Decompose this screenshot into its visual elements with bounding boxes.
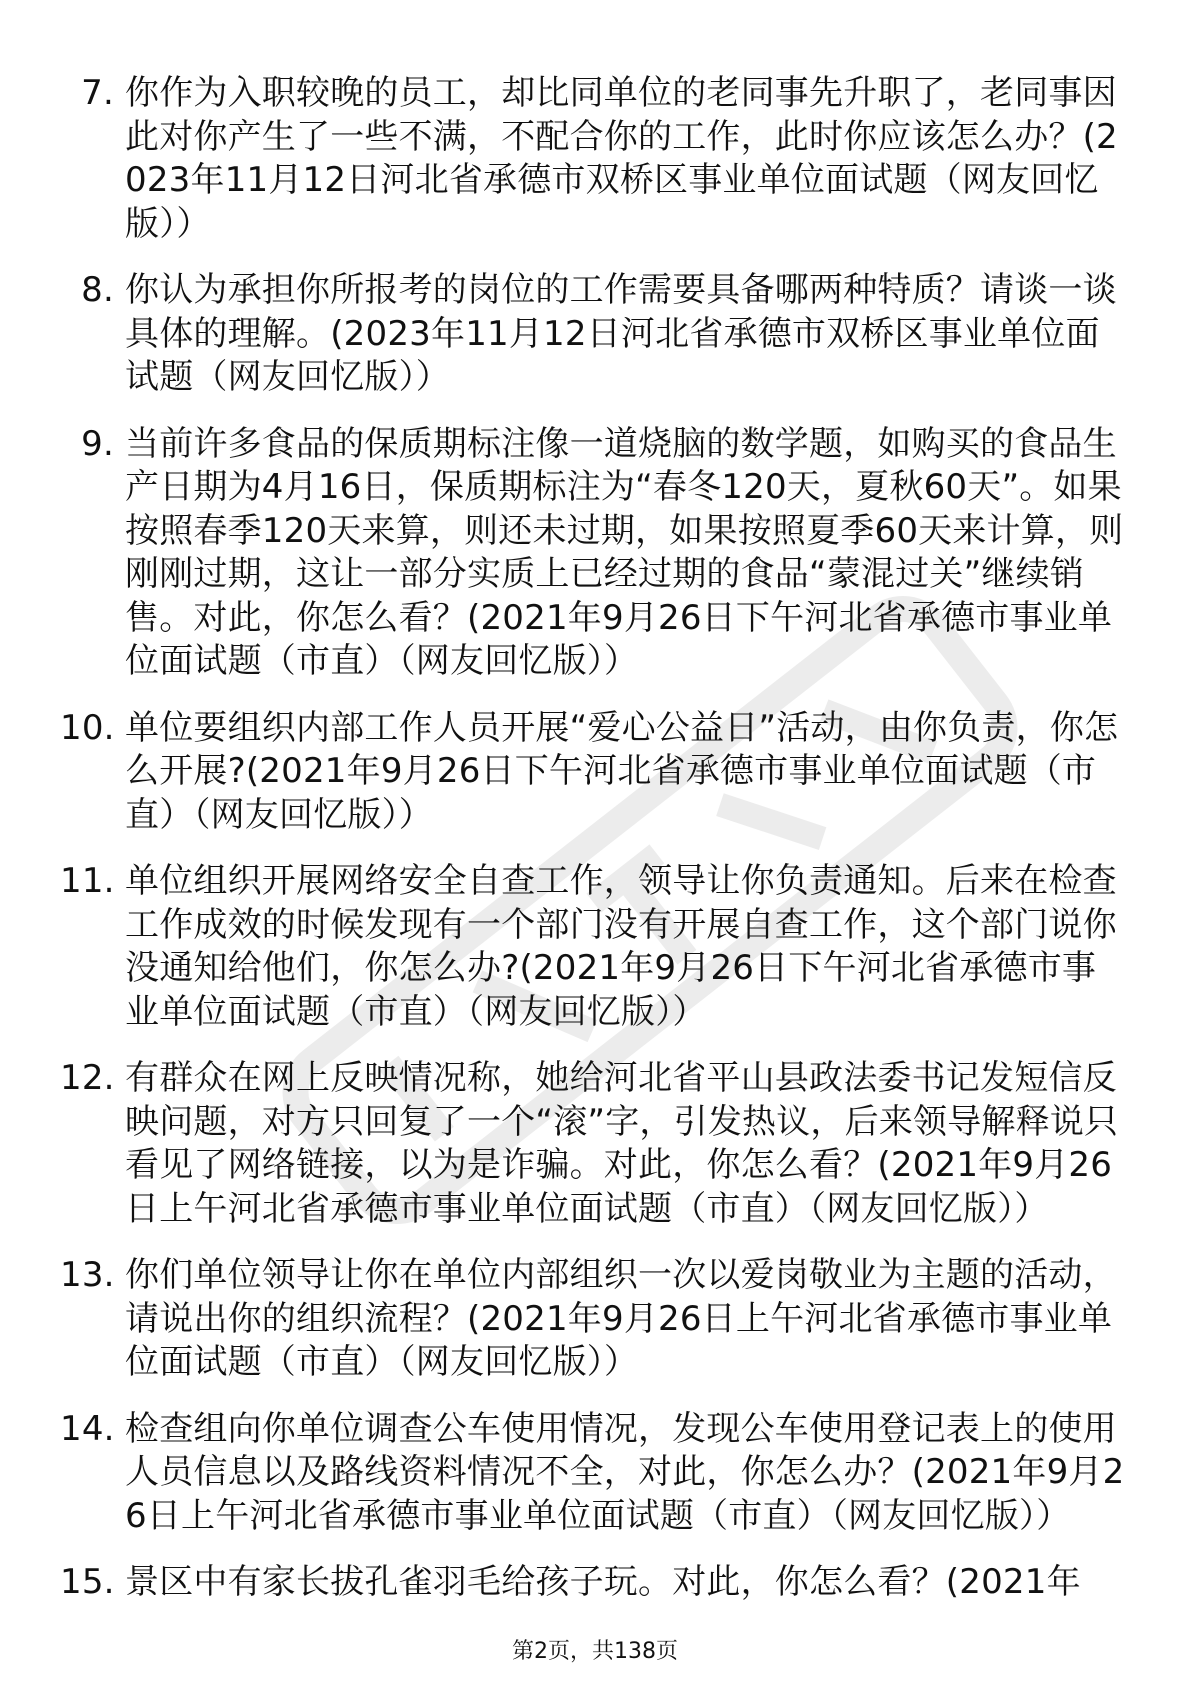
question-text: 你认为承担你所报考的岗位的工作需要具备哪两种特质？请谈一谈具体的理解。(2023年11月12日河北省承德市双桥区事业单位面试题（网友回忆版））: [125, 270, 1117, 397]
list-item: [60, 1561, 1130, 1605]
list-item: [60, 1408, 1130, 1539]
question-text: 当前许多食品的保质期标注像一道烧脑的数学题，如购买的食品生产日期为4月16日，保质期标注为“春冬120天，夏秋60天”。如果按照春季120天来算，则还未过期，如果按照夏季60天来计算，则刚刚过期，这让一部分实质上已经过期的食品“蒙混过关”继续销售。对此，你怎么看？(2021年9月26日下午河北省承德市事业单位面试题（市直）（网友回忆版））: [125, 423, 1124, 681]
list-item: [60, 423, 1130, 684]
question-text: 检查组向你单位调查公车使用情况，发现公车使用登记表上的使用人员信息以及路线资料情况不全，对此，你怎么办？(2021年9月26日上午河北省承德市事业单位面试题（市直）（网友回忆版））: [125, 1408, 1125, 1536]
page-footer: 第2页，共138页: [512, 1639, 678, 1664]
list-item: [60, 1057, 1130, 1231]
question-number: 7.: [81, 73, 114, 113]
question-number: 13.: [60, 1255, 115, 1295]
question-text: 单位要组织内部工作人员开展“爱心公益日”活动，由你负责，你怎么开展?(2021年9月26日下午河北省承德市事业单位面试题（市直）（网友回忆版））: [125, 707, 1119, 835]
question-text: 景区中有家长拔孔雀羽毛给孩子玩。对此，你怎么看？(2021年: [125, 1562, 1081, 1602]
question-number: 12.: [60, 1058, 115, 1098]
list-item: [60, 72, 1130, 246]
question-text: 单位组织开展网络安全自查工作，领导让你负责通知。后来在检查工作成效的时候发现有一个部门没有开展自查工作，这个部门说你没通知给他们，你怎么办?(2021年9月26日下午河北省承德市事业单位面试题（市直）（网友回忆版））: [125, 861, 1117, 1032]
question-number: 8.: [81, 270, 114, 310]
list-item: [60, 1254, 1130, 1385]
question-number: 10.: [60, 707, 115, 748]
list-item: [60, 707, 1130, 838]
list-item: [60, 269, 1130, 400]
question-number: 15.: [60, 1562, 115, 1602]
question-number: 14.: [60, 1408, 115, 1449]
question-text: 你作为入职较晚的员工，却比同单位的老同事先升职了，老同事因此对你产生了一些不满，不配合你的工作，此时你应该怎么办？(2023年11月12日河北省承德市双桥区事业单位面试题（网友回忆版））: [125, 73, 1118, 244]
question-number: 11.: [60, 861, 115, 901]
question-list: [60, 72, 1130, 1628]
question-text: 你们单位领导让你在单位内部组织一次以爱岗敬业为主题的活动，请说出你的组织流程？(2021年9月26日上午河北省承德市事业单位面试题（市直）（网友回忆版））: [125, 1255, 1117, 1382]
question-text: 有群众在网上反映情况称，她给河北省平山县政法委书记发短信反映问题，对方只回复了一个“滚”字，引发热议，后来领导解释说只看见了网络链接，以为是诈骗。对此，你怎么看？(2021年9月26日上午河北省承德市事业单位面试题（市直）（网友回忆版））: [125, 1058, 1119, 1229]
list-item: [60, 860, 1130, 1034]
question-number: 9.: [81, 423, 114, 464]
